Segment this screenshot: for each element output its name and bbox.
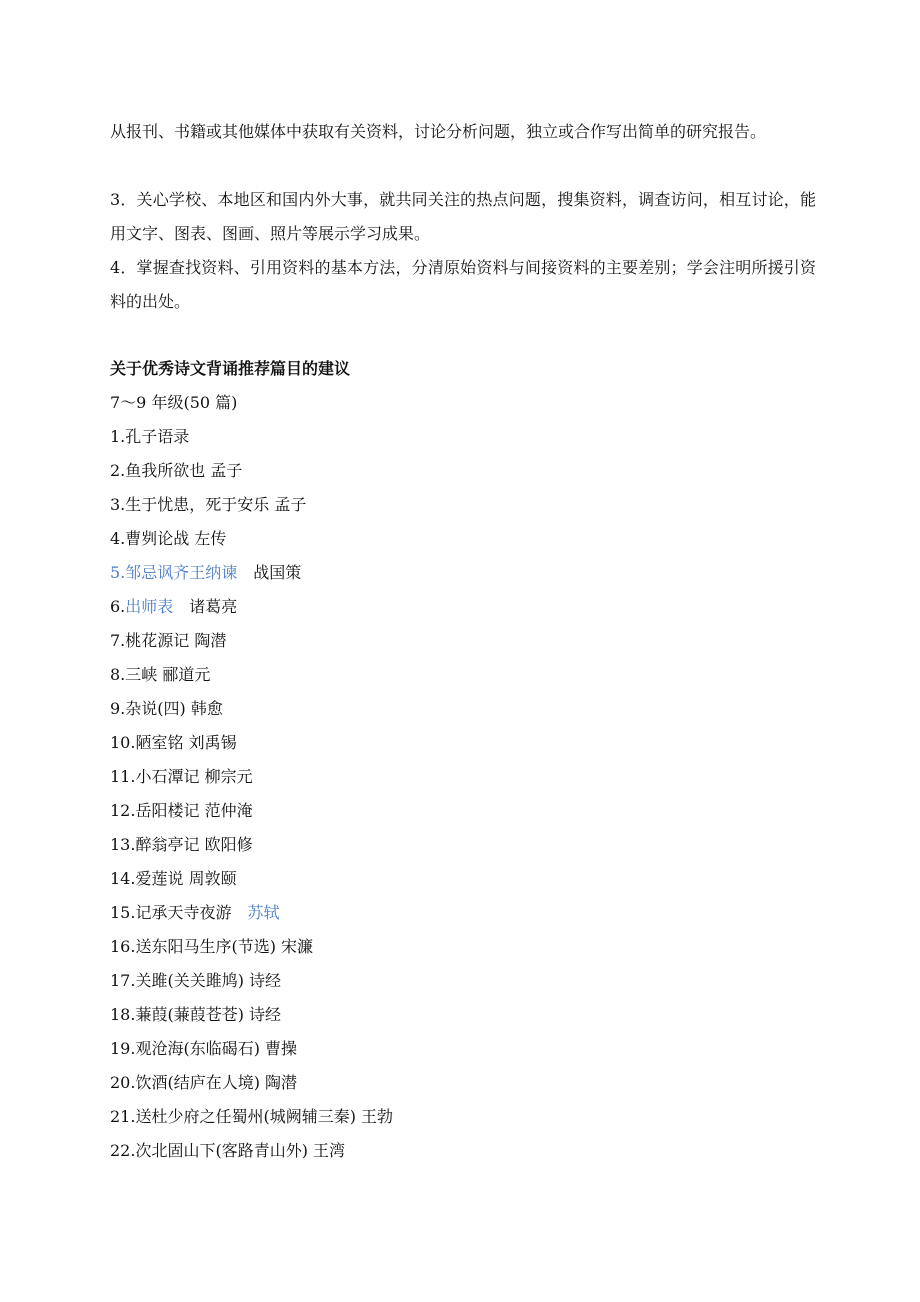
item-number: 12. bbox=[110, 801, 136, 820]
list-item bbox=[110, 760, 393, 794]
section-title: 关于优秀诗文背诵推荐篇目的建议 bbox=[110, 359, 351, 378]
list-item bbox=[110, 522, 393, 556]
item-title: 送杜少府之任蜀州(城阙辅三秦) bbox=[135, 1107, 356, 1126]
item-author: 欧阳修 bbox=[204, 835, 253, 854]
list-item bbox=[110, 454, 393, 488]
item-author: 宋濂 bbox=[281, 937, 314, 956]
item-title: 陋室铭 bbox=[135, 733, 184, 752]
item-number: 9. bbox=[110, 699, 126, 718]
list-item bbox=[110, 998, 393, 1032]
item-number: 6. bbox=[110, 597, 126, 616]
item-number: 10. bbox=[110, 733, 136, 752]
list-item bbox=[110, 862, 393, 896]
item-number: 7. bbox=[110, 631, 126, 650]
item-number: 16. bbox=[110, 937, 136, 956]
item-title: 关雎(关关雎鸠) bbox=[135, 971, 244, 990]
list-item bbox=[110, 964, 393, 998]
item-author: 刘禹锡 bbox=[188, 733, 237, 752]
item-author: 诗经 bbox=[249, 971, 282, 990]
item-number: 15. bbox=[110, 903, 136, 922]
item-number: 1. bbox=[110, 427, 126, 446]
item-number: 18. bbox=[110, 1005, 136, 1024]
item-number: 14. bbox=[110, 869, 136, 888]
item-number: 5. bbox=[110, 563, 126, 582]
item-number: 21. bbox=[110, 1107, 136, 1126]
item-number: 22. bbox=[110, 1141, 136, 1160]
item-author: 左传 bbox=[194, 529, 227, 548]
item-author: 战国策 bbox=[253, 563, 302, 582]
item-author: 诸葛亮 bbox=[189, 597, 238, 616]
item-number: 13. bbox=[110, 835, 136, 854]
item-author: 王湾 bbox=[313, 1141, 346, 1160]
item-title: 曹刿论战 bbox=[125, 529, 190, 548]
item-number: 8. bbox=[110, 665, 126, 684]
list-item bbox=[110, 1134, 393, 1168]
list-item bbox=[110, 1100, 393, 1134]
list-item bbox=[110, 896, 393, 930]
list-item bbox=[110, 726, 393, 760]
item-title: 鱼我所欲也 bbox=[125, 461, 206, 480]
list-item bbox=[110, 658, 393, 692]
item-title: 岳阳楼记 bbox=[135, 801, 200, 820]
item-title: 蒹葭(蒹葭苍苍) bbox=[135, 1005, 244, 1024]
list-item bbox=[110, 828, 393, 862]
item-title: 醉翁亭记 bbox=[135, 835, 200, 854]
paragraph-research-report: 从报刊、书籍或其他媒体中获取有关资料，讨论分析问题，独立或合作写出简单的研究报告。 bbox=[110, 122, 767, 141]
grade-line: 7～9 年级(50 篇) bbox=[110, 393, 238, 412]
item-title: 桃花源记 bbox=[125, 631, 190, 650]
recitation-list bbox=[110, 386, 393, 1168]
item-author: 韩愈 bbox=[190, 699, 223, 718]
item-title: 生于忧患，死于安乐 bbox=[125, 495, 270, 514]
item-number: 11. bbox=[110, 767, 136, 786]
item-number: 2. bbox=[110, 461, 126, 480]
item-title: 次北固山下(客路青山外) bbox=[135, 1141, 308, 1160]
item-author-link[interactable]: 苏轼 bbox=[247, 903, 280, 922]
item-number: 20. bbox=[110, 1073, 136, 1092]
item-title: 杂说(四) bbox=[125, 699, 186, 718]
item-title: 送东阳马生序(节选) bbox=[135, 937, 276, 956]
paragraph-item-3: 3．关心学校、本地区和国内外大事，就共同关注的热点问题，搜集资料，调查访问，相互讨论，能用文字、图表、图画、照片等展示学习成果。 bbox=[110, 190, 816, 243]
item-author: 范仲淹 bbox=[204, 801, 253, 820]
item-author: 郦道元 bbox=[162, 665, 211, 684]
item-number: 3. bbox=[110, 495, 126, 514]
item-title: 观沧海(东临碣石) bbox=[135, 1039, 260, 1058]
item-author: 曹操 bbox=[265, 1039, 298, 1058]
item-author: 陶潜 bbox=[194, 631, 227, 650]
item-author: 王勃 bbox=[361, 1107, 394, 1126]
item-author: 孟子 bbox=[274, 495, 307, 514]
item-title: 小石潭记 bbox=[135, 767, 200, 786]
list-item bbox=[110, 590, 393, 624]
list-item bbox=[110, 794, 393, 828]
item-title-link[interactable]: 邹忌讽齐王纳谏 bbox=[125, 563, 238, 582]
item-title-link[interactable]: 出师表 bbox=[125, 597, 174, 616]
item-number: 19. bbox=[110, 1039, 136, 1058]
item-title: 爱莲说 bbox=[135, 869, 184, 888]
list-item bbox=[110, 930, 393, 964]
item-number: 4. bbox=[110, 529, 126, 548]
item-author: 周敦颐 bbox=[188, 869, 237, 888]
list-item bbox=[110, 624, 393, 658]
item-title: 孔子语录 bbox=[125, 427, 190, 446]
list-item bbox=[110, 420, 393, 454]
item-title: 记承天寺夜游 bbox=[135, 903, 232, 922]
list-item bbox=[110, 556, 393, 590]
item-title: 三峡 bbox=[125, 665, 158, 684]
item-author: 孟子 bbox=[210, 461, 243, 480]
item-author: 诗经 bbox=[249, 1005, 282, 1024]
list-item bbox=[110, 1066, 393, 1100]
paragraph-item-4: 4．掌握查找资料、引用资料的基本方法，分清原始资料与间接资料的主要差别；学会注明所援引资料的出处。 bbox=[110, 258, 816, 311]
item-author: 柳宗元 bbox=[204, 767, 253, 786]
list-item bbox=[110, 488, 393, 522]
item-number: 17. bbox=[110, 971, 136, 990]
item-title: 饮酒(结庐在人境) bbox=[135, 1073, 260, 1092]
list-item bbox=[110, 692, 393, 726]
list-item bbox=[110, 1032, 393, 1066]
item-author: 陶潜 bbox=[265, 1073, 298, 1092]
